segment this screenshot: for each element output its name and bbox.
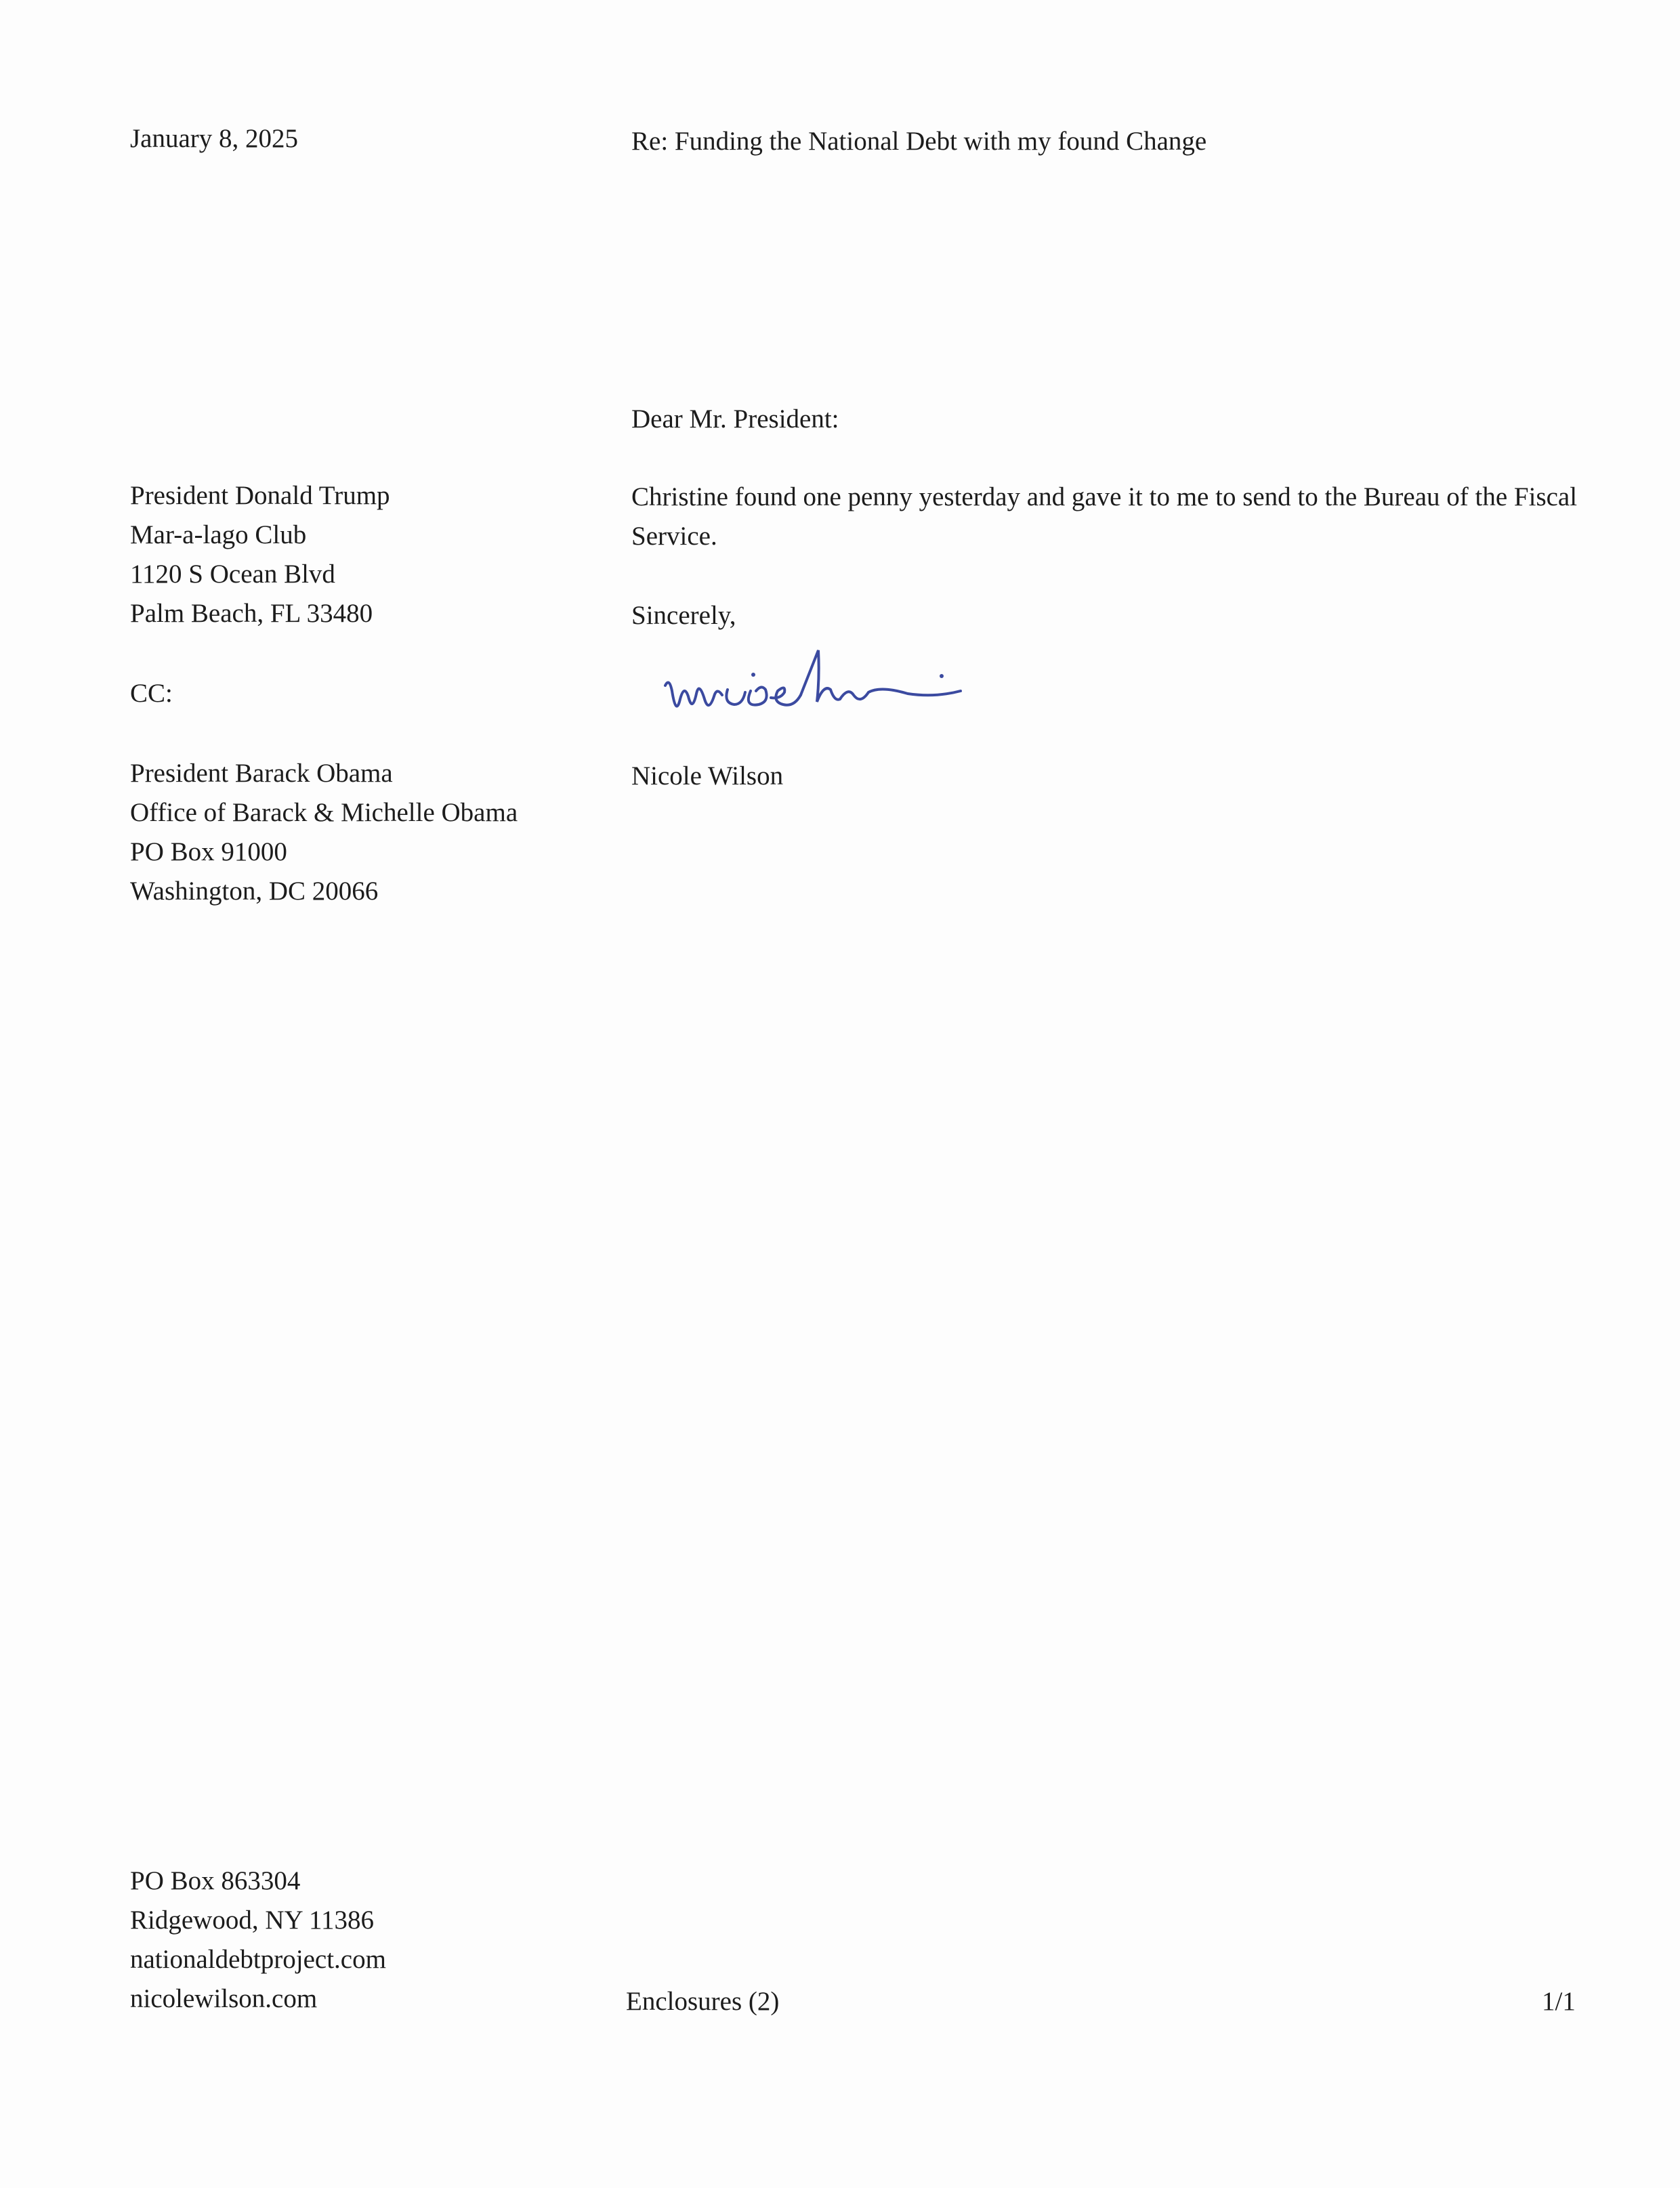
cc-line: PO Box 91000 xyxy=(130,837,287,866)
recipient-line: 1120 S Ocean Blvd xyxy=(130,560,335,589)
cc-line: Office of Barack & Michelle Obama xyxy=(130,798,518,827)
letter-body: Christine found one penny yesterday and gave it to me to send to the Bureau of the Fiscal Service. xyxy=(631,482,1578,551)
cc-label: CC: xyxy=(130,679,173,708)
page-number: 1/1 xyxy=(1542,1987,1576,2016)
sender-line: PO Box 863304 xyxy=(130,1866,301,1895)
closing: Sincerely, xyxy=(631,601,736,630)
cc-address xyxy=(130,754,518,911)
handwritten-signature xyxy=(657,637,996,738)
sender-line: nationaldebtproject.com xyxy=(130,1945,386,1974)
recipient-line: Palm Beach, FL 33480 xyxy=(130,599,373,628)
sender-address xyxy=(130,1861,386,2019)
recipient-line: President Donald Trump xyxy=(130,481,390,510)
cc-line: Washington, DC 20066 xyxy=(130,877,379,906)
cc-line: President Barack Obama xyxy=(130,759,393,788)
letter-date: January 8, 2025 xyxy=(130,124,299,153)
enclosures-note: Enclosures (2) xyxy=(626,1987,780,2016)
salutation: Dear Mr. President: xyxy=(631,404,839,434)
sender-line: nicolewilson.com xyxy=(130,1984,318,2013)
recipient-address xyxy=(130,476,390,633)
sender-line: Ridgewood, NY 11386 xyxy=(130,1906,375,1935)
signer-name: Nicole Wilson xyxy=(631,761,784,791)
letter-subject: Re: Funding the National Debt with my found Change xyxy=(631,127,1207,156)
recipient-line: Mar-a-lago Club xyxy=(130,520,307,549)
